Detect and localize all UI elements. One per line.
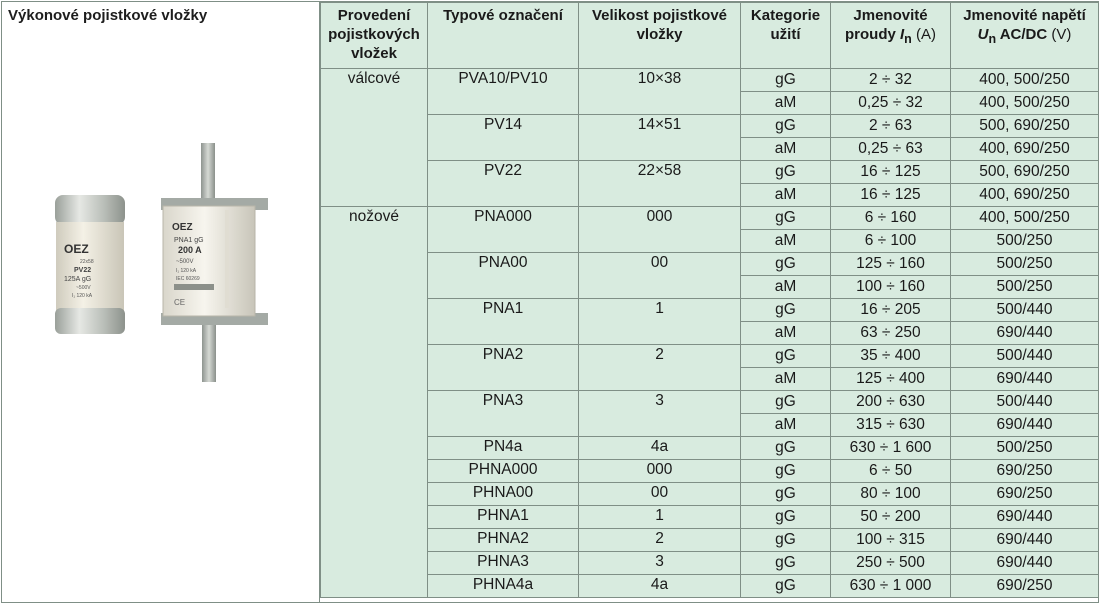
cell-kategorie: gG: [741, 299, 831, 322]
cell-typ: PNA2: [428, 345, 579, 391]
cell-kategorie: aM: [741, 230, 831, 253]
cell-napeti: 500/250: [951, 253, 1099, 276]
cell-typ: PNA3: [428, 391, 579, 437]
cell-typ: PHNA00: [428, 483, 579, 506]
cell-napeti: 500, 690/250: [951, 115, 1099, 138]
cell-velikost: 2: [579, 345, 741, 391]
cell-napeti: 690/440: [951, 506, 1099, 529]
cell-napeti: 500/440: [951, 391, 1099, 414]
cell-napeti: 500/440: [951, 345, 1099, 368]
cell-proud: 16 ÷ 205: [831, 299, 951, 322]
header-provedeni: Provedení pojistkových vložek: [321, 3, 428, 69]
cell-napeti: 500/250: [951, 230, 1099, 253]
cell-proud: 125 ÷ 400: [831, 368, 951, 391]
knife-fuse-label-3: ~500V: [176, 259, 194, 265]
header-velikost: Velikost pojistkové vložky: [579, 3, 741, 69]
cell-kategorie: aM: [741, 414, 831, 437]
cell-napeti: 690/250: [951, 575, 1099, 598]
cell-proud: 6 ÷ 50: [831, 460, 951, 483]
cell-napeti: 400, 690/250: [951, 184, 1099, 207]
cell-kategorie: gG: [741, 437, 831, 460]
ce-mark-icon: CE: [174, 298, 186, 307]
cell-proud: 2 ÷ 63: [831, 115, 951, 138]
cell-typ: PNA000: [428, 207, 579, 253]
cell-velikost: 000: [579, 460, 741, 483]
table-row: [321, 460, 1099, 483]
cell-kategorie: gG: [741, 391, 831, 414]
cell-napeti: 690/440: [951, 552, 1099, 575]
header-proud: [831, 3, 951, 69]
cell-velikost: 3: [579, 552, 741, 575]
knife-fuse-label-5: IEC 60269: [176, 276, 200, 282]
cell-typ: PN4a: [428, 437, 579, 460]
cell-kategorie: gG: [741, 253, 831, 276]
table-row: [321, 391, 1099, 414]
cell-proud: 2 ÷ 32: [831, 69, 951, 92]
cell-velikost: 00: [579, 483, 741, 506]
cell-proud: 80 ÷ 100: [831, 483, 951, 506]
cell-kategorie: gG: [741, 575, 831, 598]
cell-kategorie: gG: [741, 69, 831, 92]
cell-proud: 250 ÷ 500: [831, 552, 951, 575]
header-proud-unit: (A): [911, 26, 936, 43]
cell-velikost: 22×58: [579, 161, 741, 207]
cell-proud: 630 ÷ 1 000: [831, 575, 951, 598]
page-title: Výkonové pojistkové vložky: [8, 7, 208, 24]
cell-proud: 100 ÷ 160: [831, 276, 951, 299]
cell-proud: 63 ÷ 250: [831, 322, 951, 345]
cylinder-fuse-label-1: 22x58: [80, 259, 94, 265]
cell-napeti: 690/440: [951, 322, 1099, 345]
table-row: [321, 506, 1099, 529]
cell-provedeni: nožové: [321, 207, 428, 598]
fuse-product-photo: [28, 130, 268, 390]
cell-napeti: 500, 690/250: [951, 161, 1099, 184]
cell-proud: 630 ÷ 1 600: [831, 437, 951, 460]
header-napeti-acdc: AC/DC: [996, 26, 1048, 43]
cylinder-fuse-label-4: ~500V: [76, 285, 91, 291]
cell-napeti: 400, 500/250: [951, 207, 1099, 230]
header-kategorie: Kategorie užití: [741, 3, 831, 69]
cell-kategorie: aM: [741, 92, 831, 115]
fuse-table: [320, 2, 1099, 598]
cylinder-fuse-label-3: 125A gG: [64, 276, 92, 283]
cell-velikost: 4a: [579, 575, 741, 598]
cell-proud: 6 ÷ 160: [831, 207, 951, 230]
product-panel: [2, 2, 320, 602]
cell-velikost: 00: [579, 253, 741, 299]
cell-kategorie: gG: [741, 161, 831, 184]
cell-kategorie: aM: [741, 322, 831, 345]
cell-kategorie: aM: [741, 138, 831, 161]
cell-typ: PHNA4a: [428, 575, 579, 598]
cell-proud: 200 ÷ 630: [831, 391, 951, 414]
cylinder-fuse-label-5: I₁ 120 kA: [72, 293, 93, 299]
cell-napeti: 500/440: [951, 299, 1099, 322]
cell-napeti: 690/250: [951, 483, 1099, 506]
cell-kategorie: aM: [741, 184, 831, 207]
cell-velikost: 3: [579, 391, 741, 437]
cell-provedeni: válcové: [321, 69, 428, 207]
cell-kategorie: gG: [741, 529, 831, 552]
table-row: [321, 161, 1099, 184]
fuse-table-area: [320, 2, 1098, 598]
cell-proud: 50 ÷ 200: [831, 506, 951, 529]
table-row: [321, 253, 1099, 276]
table-header-row: [321, 3, 1099, 69]
cell-typ: PNA00: [428, 253, 579, 299]
table-row: [321, 437, 1099, 460]
table-row: [321, 483, 1099, 506]
header-proud-symbol: I: [900, 26, 905, 43]
table-row: [321, 207, 1099, 230]
cell-typ: PHNA1: [428, 506, 579, 529]
cell-typ: PVA10/PV10: [428, 69, 579, 115]
cell-kategorie: aM: [741, 276, 831, 299]
cylinder-fuse-brand: OEZ: [64, 242, 89, 256]
header-napeti-text: Jmenovité napětí: [963, 7, 1086, 24]
cell-velikost: 4a: [579, 437, 741, 460]
cell-kategorie: gG: [741, 506, 831, 529]
header-proud-subscript: n: [904, 32, 912, 46]
cell-velikost: 2: [579, 529, 741, 552]
cell-napeti: 500/250: [951, 437, 1099, 460]
cell-proud: 125 ÷ 160: [831, 253, 951, 276]
cell-typ: PV22: [428, 161, 579, 207]
cell-typ: PV14: [428, 115, 579, 161]
table-row: [321, 69, 1099, 92]
cell-napeti: 400, 500/250: [951, 69, 1099, 92]
cell-napeti: 400, 500/250: [951, 92, 1099, 115]
table-row: [321, 299, 1099, 322]
cell-napeti: 690/440: [951, 529, 1099, 552]
cell-napeti: 400, 690/250: [951, 138, 1099, 161]
cell-velikost: 1: [579, 299, 741, 345]
cell-typ: PHNA3: [428, 552, 579, 575]
cell-proud: 6 ÷ 100: [831, 230, 951, 253]
cell-proud: 0,25 ÷ 63: [831, 138, 951, 161]
header-napeti-unit: (V): [1047, 26, 1072, 43]
knife-fuse-label-1: PNA1 gG: [174, 237, 204, 244]
cell-proud: 315 ÷ 630: [831, 414, 951, 437]
header-napeti-symbol: U: [977, 26, 989, 43]
cell-typ: PHNA000: [428, 460, 579, 483]
cell-velikost: 000: [579, 207, 741, 253]
fuse-table-sheet: [1, 1, 1099, 603]
cell-velikost: 1: [579, 506, 741, 529]
cell-proud: 100 ÷ 315: [831, 529, 951, 552]
cell-proud: 35 ÷ 400: [831, 345, 951, 368]
cell-kategorie: gG: [741, 345, 831, 368]
header-proud-text: Jmenovité proudy: [845, 7, 928, 43]
cell-kategorie: aM: [741, 368, 831, 391]
header-napeti-subscript: n: [988, 32, 997, 46]
knife-fuse-label-2: 200 A: [178, 245, 202, 255]
cell-velikost: 10×38: [579, 69, 741, 115]
table-row: [321, 529, 1099, 552]
cell-napeti: 500/250: [951, 276, 1099, 299]
cell-napeti: 690/440: [951, 368, 1099, 391]
knife-fuse-label-4: I₁ 120 kA: [176, 268, 197, 274]
cylinder-fuse-label-2: PV22: [74, 267, 92, 274]
cell-typ: PNA1: [428, 299, 579, 345]
cell-kategorie: gG: [741, 207, 831, 230]
cell-napeti: 690/440: [951, 414, 1099, 437]
cell-proud: 0,25 ÷ 32: [831, 92, 951, 115]
cell-kategorie: gG: [741, 115, 831, 138]
table-row: [321, 575, 1099, 598]
header-napeti: [951, 3, 1099, 69]
table-row: [321, 552, 1099, 575]
table-row: [321, 115, 1099, 138]
cylinder-fuse: [55, 195, 125, 334]
cell-napeti: 690/250: [951, 460, 1099, 483]
cell-kategorie: gG: [741, 460, 831, 483]
cell-kategorie: gG: [741, 483, 831, 506]
cell-typ: PHNA2: [428, 529, 579, 552]
knife-fuse-brand: OEZ: [172, 222, 193, 233]
cell-proud: 16 ÷ 125: [831, 161, 951, 184]
cell-kategorie: gG: [741, 552, 831, 575]
cell-proud: 16 ÷ 125: [831, 184, 951, 207]
table-row: [321, 345, 1099, 368]
cell-velikost: 14×51: [579, 115, 741, 161]
knife-blade-fuse: [161, 143, 268, 382]
header-typ: Typové označení: [428, 3, 579, 69]
